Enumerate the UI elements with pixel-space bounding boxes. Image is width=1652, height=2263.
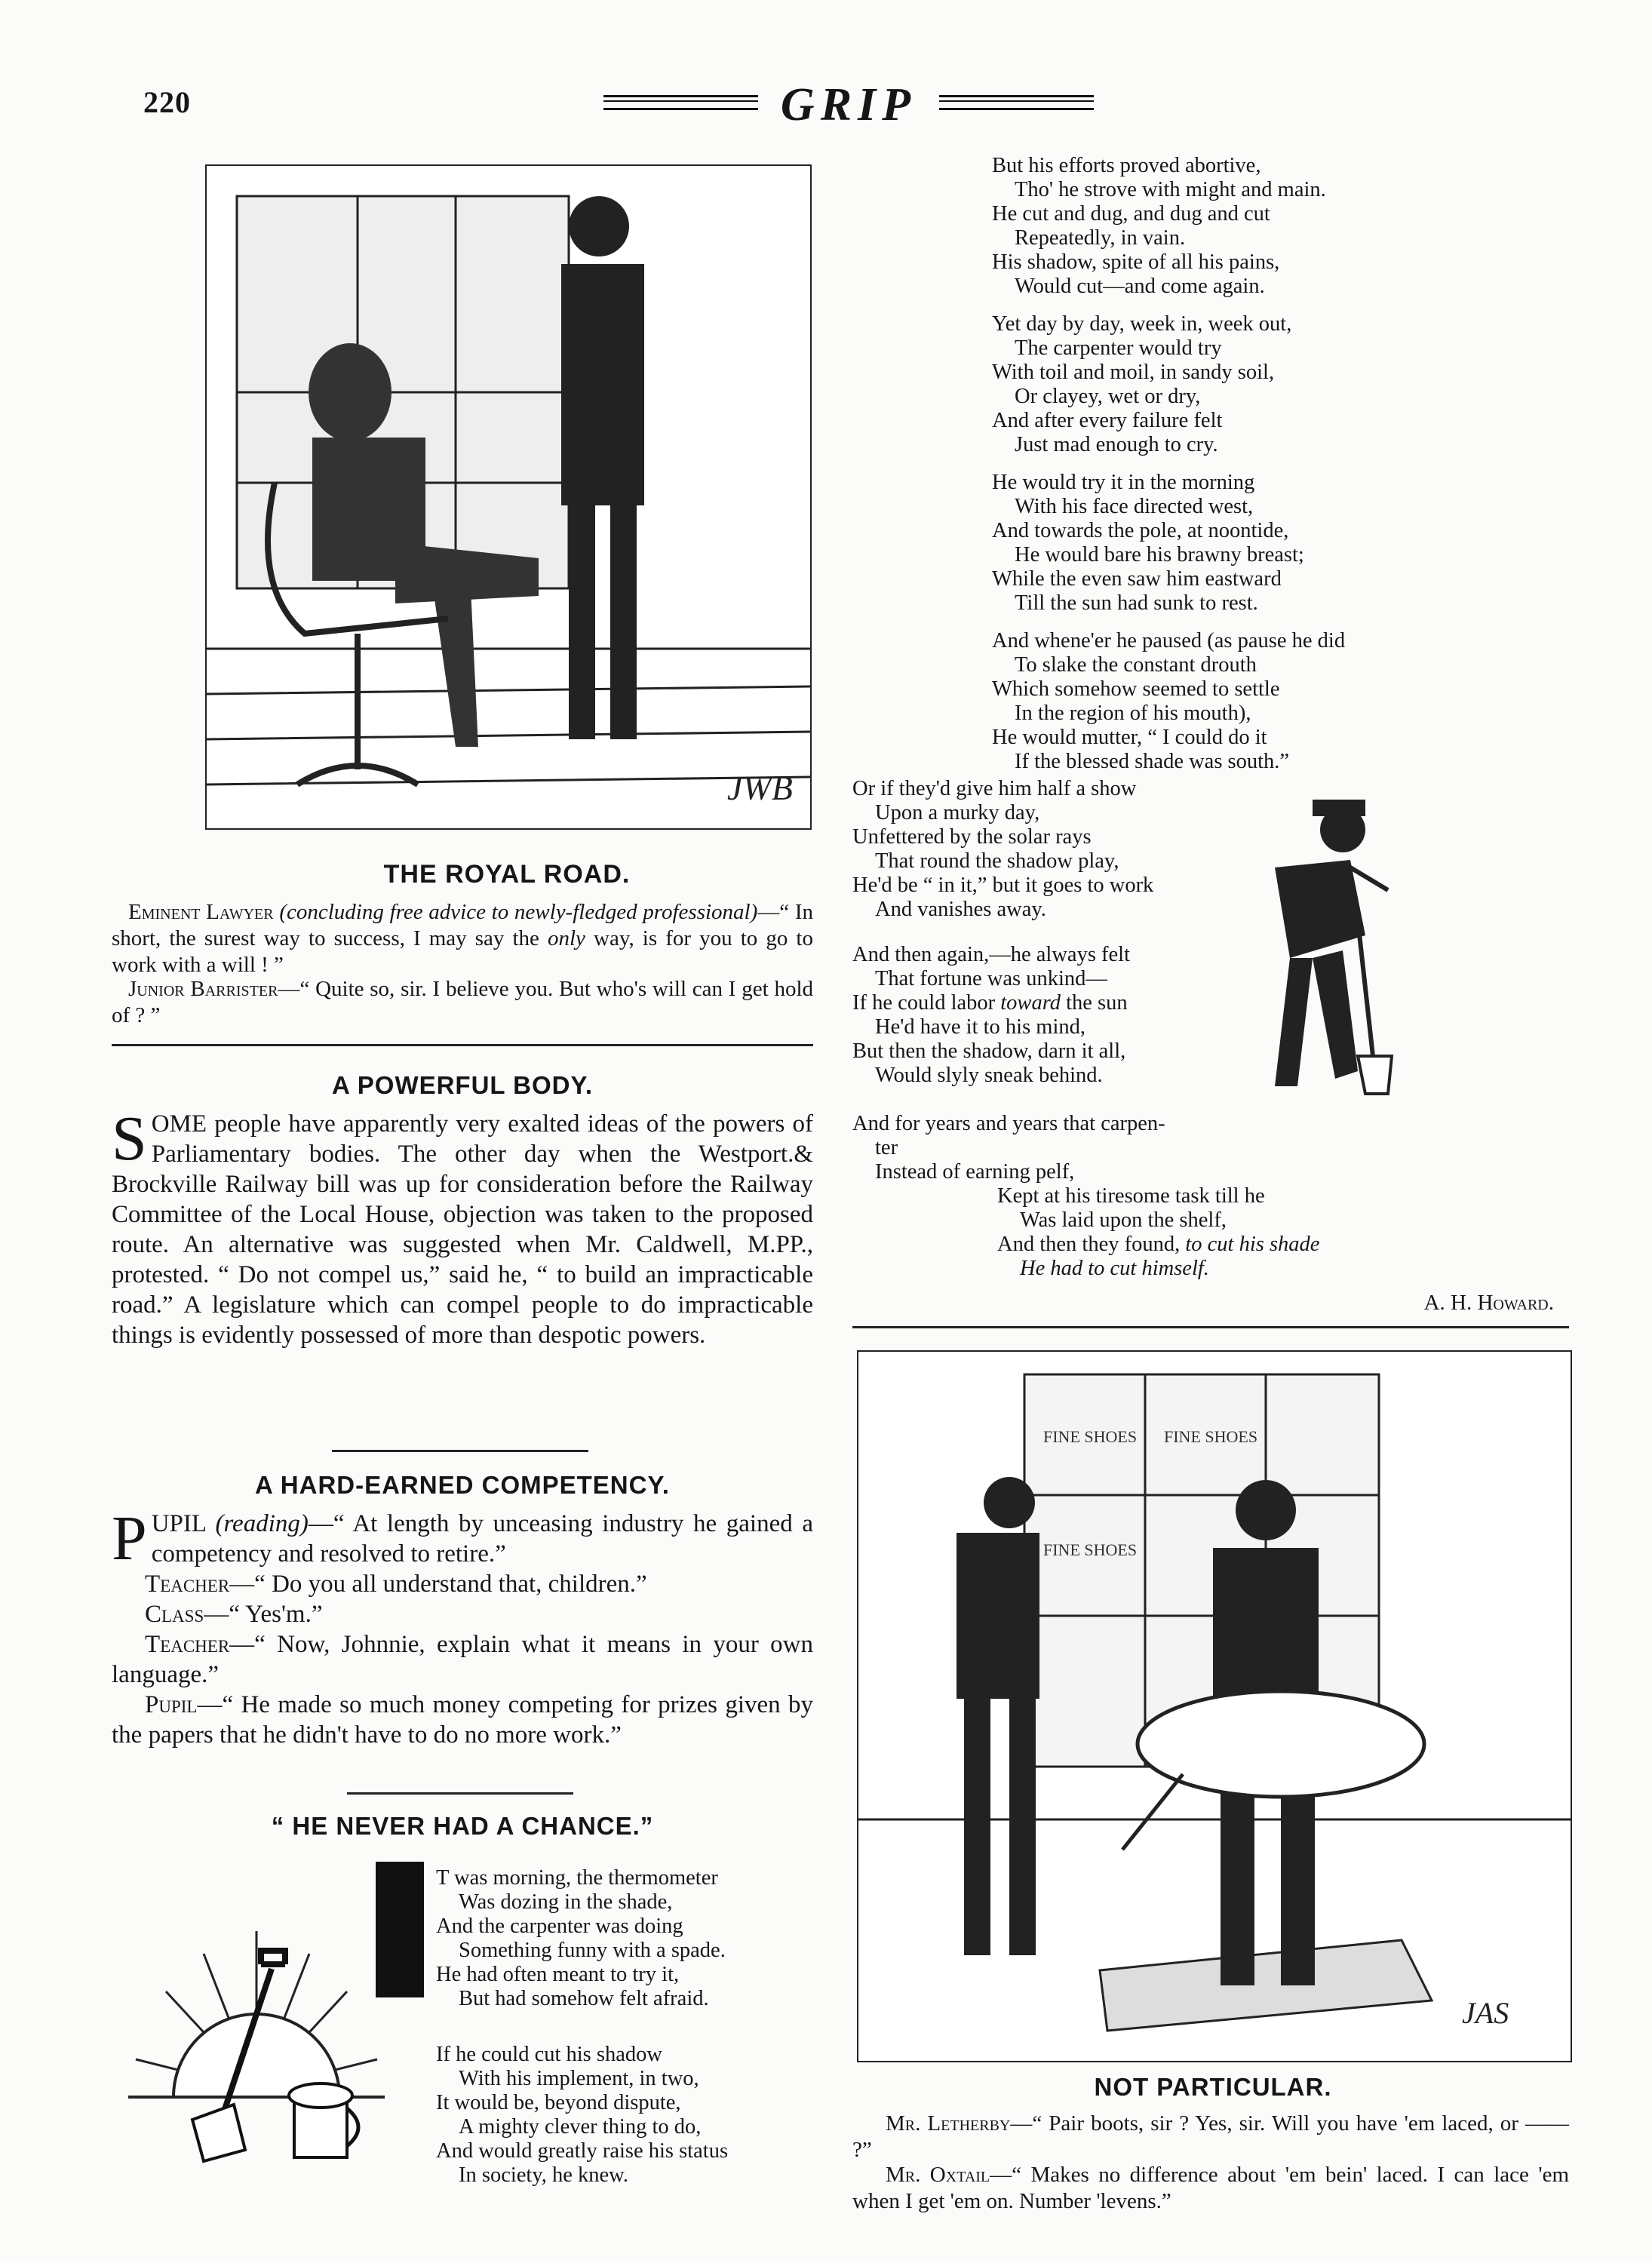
page-number: 220 <box>143 85 191 119</box>
never-chance-stanza-7 <box>852 777 1245 922</box>
never-chance-right-column <box>992 154 1558 788</box>
divider-4 <box>852 1326 1569 1328</box>
competency-title: A HARD-EARNED COMPETENCY. <box>255 1471 670 1499</box>
verse-line: His shadow, spite of all his pains, <box>992 250 1280 274</box>
never-chance-stanza-6 <box>992 629 1558 774</box>
verse-line: Was laid upon the shelf, <box>1020 1208 1227 1232</box>
verse-line: Or clayey, wet or dry, <box>1015 385 1201 408</box>
verse-line: If he could labor <box>852 991 1001 1015</box>
competency-pupil-line <box>112 1503 814 1574</box>
verse-line: Tho' he strove with might and main. <box>1015 178 1326 201</box>
shop-sign-3: FINE SHOES <box>1043 1540 1138 1559</box>
royal-road-caption <box>112 899 813 978</box>
masthead <box>603 74 1094 134</box>
verse-line: And vanishes away. <box>875 898 1046 921</box>
not-particular-speech2: —“ Makes no difference about 'em bein' laced. I can lace 'em when I get 'em on. Number 'levens.” <box>852 2163 1570 2213</box>
royal-road-speech1-emph: only <box>547 926 585 950</box>
verse-line: If the blessed shade was south.” <box>1015 750 1290 773</box>
verse-line: Instead of earning pelf, <box>875 1160 1075 1184</box>
competency-speech: —“ Do you all understand that, children.” <box>229 1571 647 1598</box>
verse-line: Just mad enough to cry. <box>1015 433 1218 456</box>
shop-sign-1: FINE SHOES <box>1043 1427 1138 1446</box>
competency-line-3 <box>112 1629 813 1690</box>
verse-line: He would mutter, “ I could do it <box>992 726 1267 749</box>
verse-line: Upon a murky day, <box>875 801 1040 824</box>
verse-line: Which somehow seemed to settle <box>992 677 1280 701</box>
verse-line: And for years and years that carpen- <box>852 1112 1165 1135</box>
verse-line: A mighty clever thing to do, <box>459 2115 702 2139</box>
royal-road-direction1: (concluding free advice to newly-fledged professional) <box>279 900 758 924</box>
never-chance-dropcap <box>376 1862 424 1997</box>
royal-road-title: THE ROYAL ROAD. <box>383 860 631 889</box>
verse-line: And whene'er he paused (as pause he did <box>992 629 1346 652</box>
not-particular-speaker1: Mr. Letherby <box>886 2111 1011 2136</box>
never-chance-title: “ HE NEVER HAD A CHANCE.” <box>271 1812 654 1840</box>
verse-line: Would slyly sneak behind. <box>875 1064 1103 1087</box>
verse-line: If he could cut his shadow <box>436 2043 662 2066</box>
verse-emphasis: toward <box>1000 991 1061 1015</box>
sun-spade-illustration <box>121 1901 392 2165</box>
verse-line: Till the sun had sunk to rest. <box>1015 591 1258 615</box>
verse-line: To slake the constant drouth <box>1015 653 1257 677</box>
verse-emphasis: to cut his shade <box>1185 1233 1320 1256</box>
not-particular-caption-2 <box>852 2162 1569 2215</box>
competency-speech: —“ He made so much money competing for prizes given by the papers that he didn't have to do no more work.” <box>112 1691 813 1749</box>
verse-line: Yet day by day, week in, week out, <box>992 312 1292 336</box>
verse-line: In society, he knew. <box>459 2163 629 2187</box>
competency-speech: —“ Yes'm.” <box>204 1601 323 1628</box>
verse-line: Or if they'd give him half a show <box>852 777 1137 800</box>
royal-road-speech1a: —“ In short, the surest way to success, I may say the <box>112 900 813 950</box>
verse-line: He had often meant to try it, <box>436 1963 680 1986</box>
verse-emphasis: He had to cut himself. <box>1020 1257 1209 1280</box>
verse-line: And then again,—he always felt <box>852 943 1131 966</box>
powerful-body-paragraph: OME people have apparently very exalted ideas of the powers of Parliamentary bodies. The other day when the Westport.& Brockville Railway bill was up for consideration before the Railway Committee of the Local House, objection was taken to the proposed route. An alternative was suggested when Mr. Caldwell, M.PP., protested. “ Do not compel us,” said he, “ to build an impracticable road.” A legislature which can compel people to do impracticable things is evidently possessed of more than despotic powers. <box>112 1110 813 1349</box>
verse-line: With his face directed west, <box>1015 495 1254 518</box>
powerful-body-dropcap: S <box>112 1104 147 1174</box>
not-particular-illustration <box>857 1350 1572 2062</box>
royal-road-drawing <box>207 166 810 828</box>
shop-sign-2: FINE SHOES <box>1164 1427 1258 1446</box>
verse-line: That fortune was unkind— <box>875 967 1107 990</box>
verse-line: But his efforts proved abortive, <box>992 154 1261 177</box>
verse-line: He would bare his brawny breast; <box>1015 543 1304 567</box>
verse-line: He'd be “ in it,” but it goes to work <box>852 874 1154 897</box>
never-chance-stanza-2 <box>436 2043 813 2188</box>
masthead-rule-right <box>939 95 1094 110</box>
masthead-title: GRIP <box>780 79 917 130</box>
verse-line: And towards the pole, at noontide, <box>992 519 1289 542</box>
verse-line: T was morning, the thermometer <box>436 1866 718 1890</box>
competency-text <box>112 1503 814 1750</box>
verse-line: And the carpenter was doing <box>436 1914 683 1938</box>
verse-line: But had somehow felt afraid. <box>459 1987 709 2010</box>
verse-line: And after every failure felt <box>992 409 1223 432</box>
verse-line: With toil and moil, in sandy soil, <box>992 361 1275 384</box>
competency-line-2 <box>112 1599 813 1629</box>
not-particular-speaker2: Mr. Oxtail <box>886 2163 990 2187</box>
verse-line: And then they found, <box>997 1233 1186 1256</box>
competency-line-4 <box>112 1690 813 1750</box>
verse-line: He cut and dug, and dug and cut <box>992 202 1270 226</box>
powerful-body-title: A POWERFUL BODY. <box>331 1071 594 1099</box>
royal-road-illustration <box>205 164 812 830</box>
verse-line: It would be, beyond dispute, <box>436 2091 681 2114</box>
royal-road-speech2: —“ Quite so, sir. I believe you. But who's will can I get hold of ? ” <box>112 977 813 1027</box>
not-particular-speech1: —“ Pair boots, sir ? Yes, sir. Will you have 'em laced, or —— ?” <box>852 2111 1570 2162</box>
never-chance-stanza-8 <box>852 943 1245 1088</box>
verse-line: In the region of his mouth), <box>1015 702 1251 725</box>
competency-speaker: Class <box>145 1601 204 1628</box>
never-chance-stanza-1 <box>436 1866 813 2011</box>
competency-speaker: Teacher <box>145 1571 230 1598</box>
divider-3 <box>347 1792 573 1795</box>
royal-road-reply <box>112 976 813 1029</box>
powerful-body-text <box>112 1104 813 1350</box>
verse-line: He'd have it to his mind, <box>875 1015 1086 1039</box>
not-particular-title: NOT PARTICULAR. <box>1094 2073 1332 2101</box>
never-chance-stanza-5 <box>992 471 1558 616</box>
competency-speech: —“ Now, Johnnie, explain what it means in your own language.” <box>112 1631 813 1688</box>
verse-line: With his implement, in two, <box>459 2067 699 2090</box>
never-chance-stanza-3 <box>992 154 1558 299</box>
royal-road-speech1b: way, is for you to go to work with a will ! ” <box>112 926 813 977</box>
verse-line: Repeatedly, in vain. <box>1015 226 1186 250</box>
competency-speaker: Pupil <box>145 1691 198 1718</box>
verse-line: Kept at his tiresome task till he <box>997 1184 1265 1208</box>
competency-pupil-label: UPIL <box>151 1510 206 1537</box>
verse-line: Something funny with a spade. <box>459 1939 726 1962</box>
royal-road-speaker2: Junior Barrister <box>128 977 278 1001</box>
verse-line: The carpenter would try <box>1015 336 1222 360</box>
verse-line: ter <box>875 1136 898 1159</box>
competency-speaker: Teacher <box>145 1631 230 1658</box>
competency-dropcap: P <box>112 1503 147 1574</box>
not-particular-caption-1 <box>852 2111 1569 2163</box>
competency-pupil-speech: —“ At length by unceasing industry he gained a competency and resolved to retire.” <box>151 1510 814 1568</box>
competency-pupil-direction: (reading) <box>215 1510 309 1537</box>
digger-illustration <box>1245 785 1396 1101</box>
digger-drawing <box>1245 785 1396 1101</box>
verse-line: He would try it in the morning <box>992 471 1255 494</box>
divider-1 <box>112 1044 813 1046</box>
divider-2 <box>332 1450 588 1452</box>
verse-line: the sun <box>1060 991 1128 1015</box>
poem-author: A. H. Howard. <box>1423 1291 1554 1315</box>
verse-line: But then the shadow, darn it all, <box>852 1039 1126 1063</box>
never-chance-stanza-4 <box>992 312 1558 457</box>
verse-line: That round the shadow play, <box>875 849 1119 873</box>
royal-road-signature: JWB <box>727 769 793 807</box>
competency-line-1 <box>112 1569 813 1599</box>
not-particular-drawing <box>858 1352 1571 2061</box>
verse-line: Unfettered by the solar rays <box>852 825 1092 849</box>
sun-spade-drawing <box>121 1901 392 2165</box>
never-chance-stanza-9 <box>852 1112 1569 1281</box>
verse-line: And would greatly raise his status <box>436 2139 729 2163</box>
not-particular-signature: JAS <box>1462 1996 1509 2030</box>
royal-road-speaker1: Eminent Lawyer <box>128 900 274 924</box>
verse-line: Was dozing in the shade, <box>459 1890 673 1914</box>
verse-line: While the even saw him eastward <box>992 567 1282 591</box>
verse-line: Would cut—and come again. <box>1015 275 1265 298</box>
